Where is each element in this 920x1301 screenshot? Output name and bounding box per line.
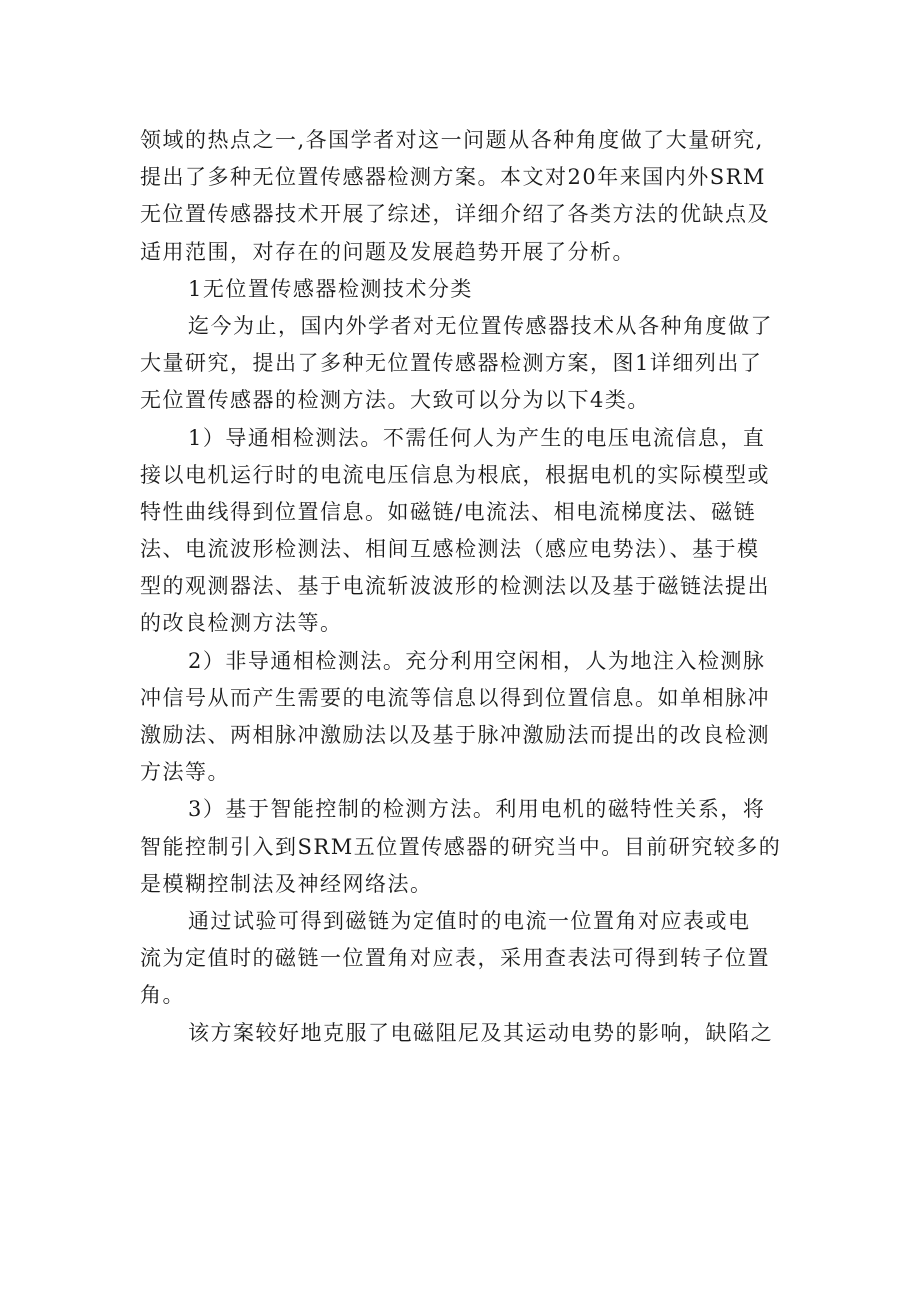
text-line: 法、电流波形检测法、相间互感检测法（感应电势法）、基于模 [140,537,760,562]
text-line: 冲信号从而产生需要的电流等信息以得到位置信息。如单相脉冲 [140,685,770,710]
text-line: 1）导通相检测法。不需任何人为产生的电压电流信息，直 [188,425,766,450]
paragraph-method-3 [140,791,800,903]
heading-line: 1无位置传感器检测技术分类 [188,276,473,301]
paragraph-intro [140,122,800,271]
text-line: 智能控制引入到SRM五位置传感器的研究当中。目前研究较多的 [140,834,782,859]
text-line: 型的观测器法、基于电流斩波波形的检测法以及基于磁链法提出 [140,574,770,599]
text-line: 3）基于智能控制的检测方法。利用电机的磁特性关系，将 [188,797,766,822]
text-line: 角。 [140,983,185,1008]
section-heading [140,271,800,308]
text-line: 领域的热点之一,各国学者对这一问题从各种角度做了大量研究, [140,128,764,152]
paragraph-method-1 [140,420,800,643]
text-line: 无位置传感器的检测方法。大致可以分为以下4类。 [140,388,650,413]
text-line: 大量研究，提出了多种无位置传感器检测方案，图1详细列出了 [140,351,763,376]
text-line: 接以电机运行时的电流电压信息为根底，根据电机的实际模型或 [140,462,770,487]
text-line: 适用范围，对存在的问题及发展趋势开展了分析。 [140,239,635,264]
text-line: 通过试验可得到磁链为定值时的电流一位置角对应表或电 [188,908,751,933]
text-line: 是模糊控制法及神经网络法。 [140,871,433,896]
paragraph-method-2 [140,643,800,792]
text-line: 方法等。 [140,760,230,785]
paragraph-lookup-table [140,903,800,1015]
text-line: 该方案较好地克服了电磁阻尼及其运动电势的影响，缺陷之 [188,1020,773,1045]
text-line: 迄今为止，国内外学者对无位置传感器技术从各种角度做了 [188,313,773,338]
paragraph-overview [140,308,800,420]
paragraph-advantage [140,1015,800,1052]
text-line: 流为定值时的磁链一位置角对应表，采用查表法可得到转子位置 [140,946,770,971]
text-line: 2）非导通相检测法。充分利用空闲相，人为地注入检测脉 [188,648,766,673]
document-body [140,122,800,1052]
text-line: 提出了多种无位置传感器检测方案。本文对20年来国内外SRM [140,165,766,190]
text-line: 无位置传感器技术开展了综述，详细介绍了各类方法的优缺点及 [140,202,770,227]
text-line: 激励法、两相脉冲激励法以及基于脉冲激励法而提出的改良检测 [140,723,770,747]
text-line: 特性曲线得到位置信息。如磁链/电流法、相电流梯度法、磁链 [140,499,757,524]
text-line: 的改良检测方法等。 [140,611,343,636]
